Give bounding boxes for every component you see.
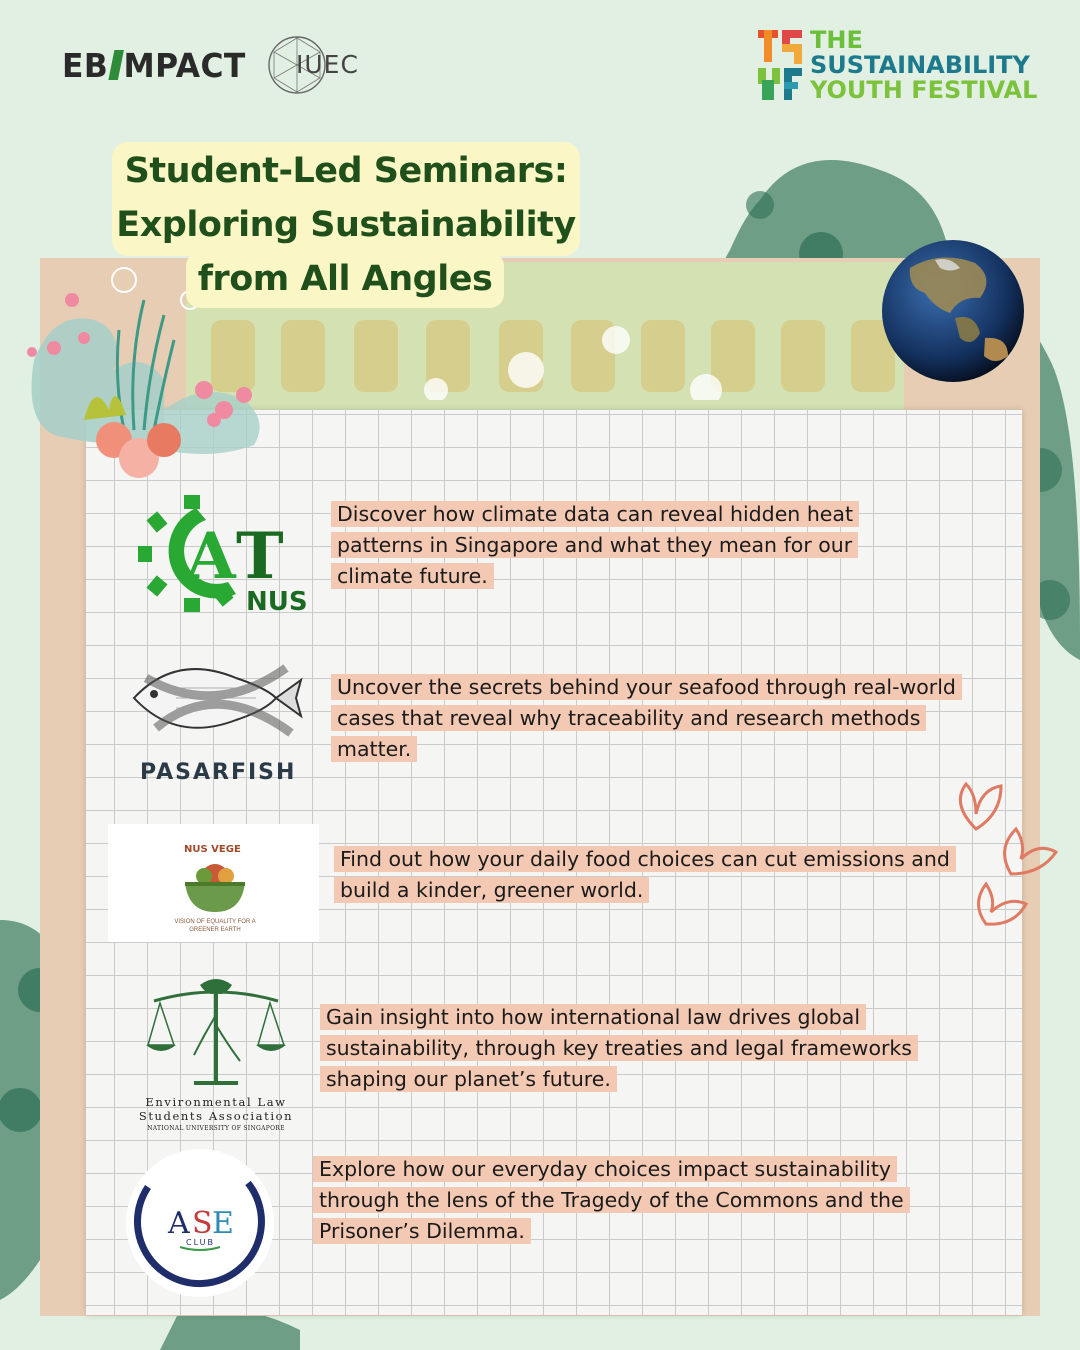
earth-globe-icon — [880, 238, 1026, 384]
seminar-description-2 — [331, 672, 1001, 765]
ebimpact-logo: EB MPACT — [62, 46, 246, 85]
leaf-doodle-decor — [946, 774, 1070, 938]
svg-text:A: A — [186, 519, 236, 594]
seminar-description-5 — [313, 1154, 973, 1247]
seminar-text: Find out how your daily food choices can cut emissions and build a kinder, greener world. — [334, 846, 956, 903]
title-line: Student-Led Seminars: — [124, 151, 568, 191]
seminar-text: Discover how climate data can reveal hidden heat patterns in Singapore and what they mean for our climate future. — [331, 501, 859, 589]
festival-logo-line: SUSTAINABILITY — [810, 51, 1030, 79]
svg-text:NUS VEGE: NUS VEGE — [184, 844, 241, 855]
svg-text:A: A — [168, 1206, 190, 1241]
page-title — [112, 142, 580, 256]
elsa-label-line: Environmental Law — [145, 1095, 287, 1109]
pasarfish-fish-logo — [126, 648, 306, 758]
festival-mark-icon — [758, 30, 804, 100]
seminar-text: Explore how our everyday choices impact sustainability through the lens of the Tragedy of the Commons and the Prisoner’s Dilemma. — [313, 1156, 910, 1244]
seminar-text: Gain insight into how international law drives global sustainability, through key treaties and legal frameworks shaping our planet’s future. — [320, 1004, 918, 1092]
svg-text:S: S — [192, 1206, 213, 1241]
ase-club-logo — [120, 1147, 280, 1297]
svg-text:E: E — [212, 1206, 234, 1241]
festival-logo-line: YOUTH FESTIVAL — [810, 76, 1038, 104]
nusvege-caption: VISION OF EQUALITY FOR A GREENER EARTH — [174, 919, 256, 933]
seminar-text: Uncover the secrets behind your seafood through real-world cases that reveal why traceability and research methods matter. — [331, 674, 962, 762]
at-nus-gear-logo — [136, 490, 316, 615]
elsa-label-line: Students Association — [138, 1109, 294, 1123]
title-line: Exploring Sustainability — [116, 205, 576, 245]
elsa-label-line: NATIONAL UNIVERSITY OF SINGAPORE — [147, 1125, 285, 1132]
svg-text:NUS: NUS — [246, 587, 308, 615]
seminar-description-3 — [334, 844, 954, 906]
festival-logo-text — [810, 28, 1037, 103]
dot — [746, 191, 774, 219]
festival-logo-line: THE — [810, 26, 863, 54]
nusvege-salad-bowl-logo — [170, 838, 260, 918]
iuec-label: IUEC — [296, 50, 359, 79]
paper-tabs — [186, 320, 904, 400]
svg-text:CLUB: CLUB — [186, 1238, 215, 1247]
svg-text:T: T — [236, 519, 284, 594]
seminar-description-4 — [320, 1002, 980, 1095]
seminar-description-1 — [331, 499, 931, 592]
title-line: from All Angles — [186, 252, 504, 308]
dot — [0, 1088, 42, 1132]
pasarfish-label: PASARFISH — [140, 760, 297, 785]
elsa-scales-tree-logo — [144, 975, 289, 1090]
elsa-label — [138, 1095, 294, 1132]
